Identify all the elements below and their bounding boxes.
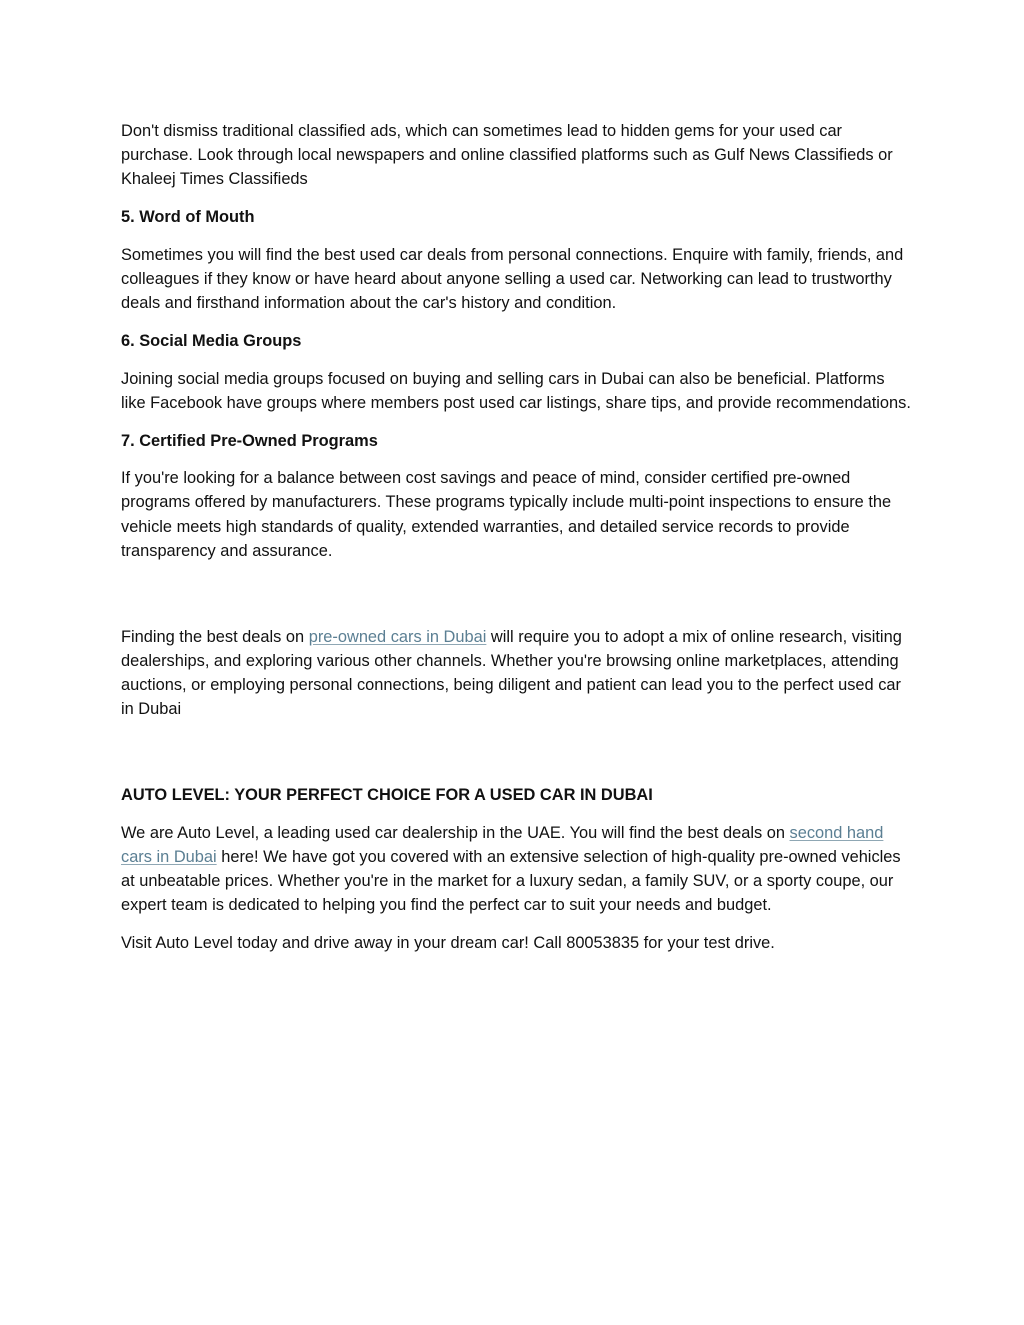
auto-level-heading: AUTO LEVEL: YOUR PERFECT CHOICE FOR A USED CAR IN DUBAI (121, 785, 653, 804)
conclusion-text-after-link: will require you to adopt a mix of online research, visiting dealerships, and exploring various other channels. Whether you're browsing online marketplaces, attending auctions, or employing personal connections, being diligent and patient can lead you to the perfect used car in Dubai (121, 627, 902, 719)
pre-owned-cars-link[interactable]: pre-owned cars in Dubai (308, 627, 487, 646)
conclusion-paragraph (121, 625, 911, 722)
second-hand-cars-link[interactable]: second hand cars in Dubai (121, 823, 884, 866)
social-media-paragraph: Joining social media groups focused on buying and selling cars in Dubai can also be beneficial. Platforms like Facebook have groups where members post used car listings, share tips, and provide recommendations. (121, 369, 911, 412)
certified-pre-owned-paragraph: If you're looking for a balance between cost savings and peace of mind, consider certified pre-owned programs offered by manufacturers. These programs typically include multi-point inspections to ensure the vehicle meets high standards of quality, extended warranties, and detailed service records to provide transparency and assurance. (121, 469, 892, 560)
word-of-mouth-heading: 5. Word of Mouth (121, 208, 255, 227)
call-to-action-paragraph: Visit Auto Level today and drive away in your dream car! Call 80053835 for your test drive. (121, 933, 775, 952)
auto-level-paragraph (121, 821, 911, 918)
word-of-mouth-paragraph: Sometimes you will find the best used car deals from personal connections. Enquire with family, friends, and colleagues if they know or have heard about anyone selling a used car. Networking can lead to trustworthy deals and firsthand information about the car's history and condition. (121, 245, 904, 313)
classified-ads-paragraph: Don't dismiss traditional classified ads, which can sometimes lead to hidden gems for your used car purchase. Look through local newspapers and online classified platforms such as Gulf News Classifieds or Khaleej Times Classifieds (121, 122, 893, 189)
section-spacer (121, 735, 911, 783)
auto-level-text-after-link: here! We have got you covered with an extensive selection of high-quality pre-owned vehicles at unbeatable prices. Whether you're in the market for a luxury sedan, a family SUV, or a sporty coupe, our expert team is dedicated to helping you find the perfect car to suit your needs and budget. (121, 847, 901, 915)
auto-level-text-before-link: We are Auto Level, a leading used car dealership in the UAE. You will find the best deals on (121, 823, 790, 842)
section-spacer (121, 577, 911, 625)
certified-pre-owned-heading: 7. Certified Pre-Owned Programs (121, 431, 378, 450)
document-content (121, 119, 911, 969)
conclusion-text-before-link: Finding the best deals on (121, 627, 309, 646)
social-media-heading: 6. Social Media Groups (121, 331, 302, 350)
